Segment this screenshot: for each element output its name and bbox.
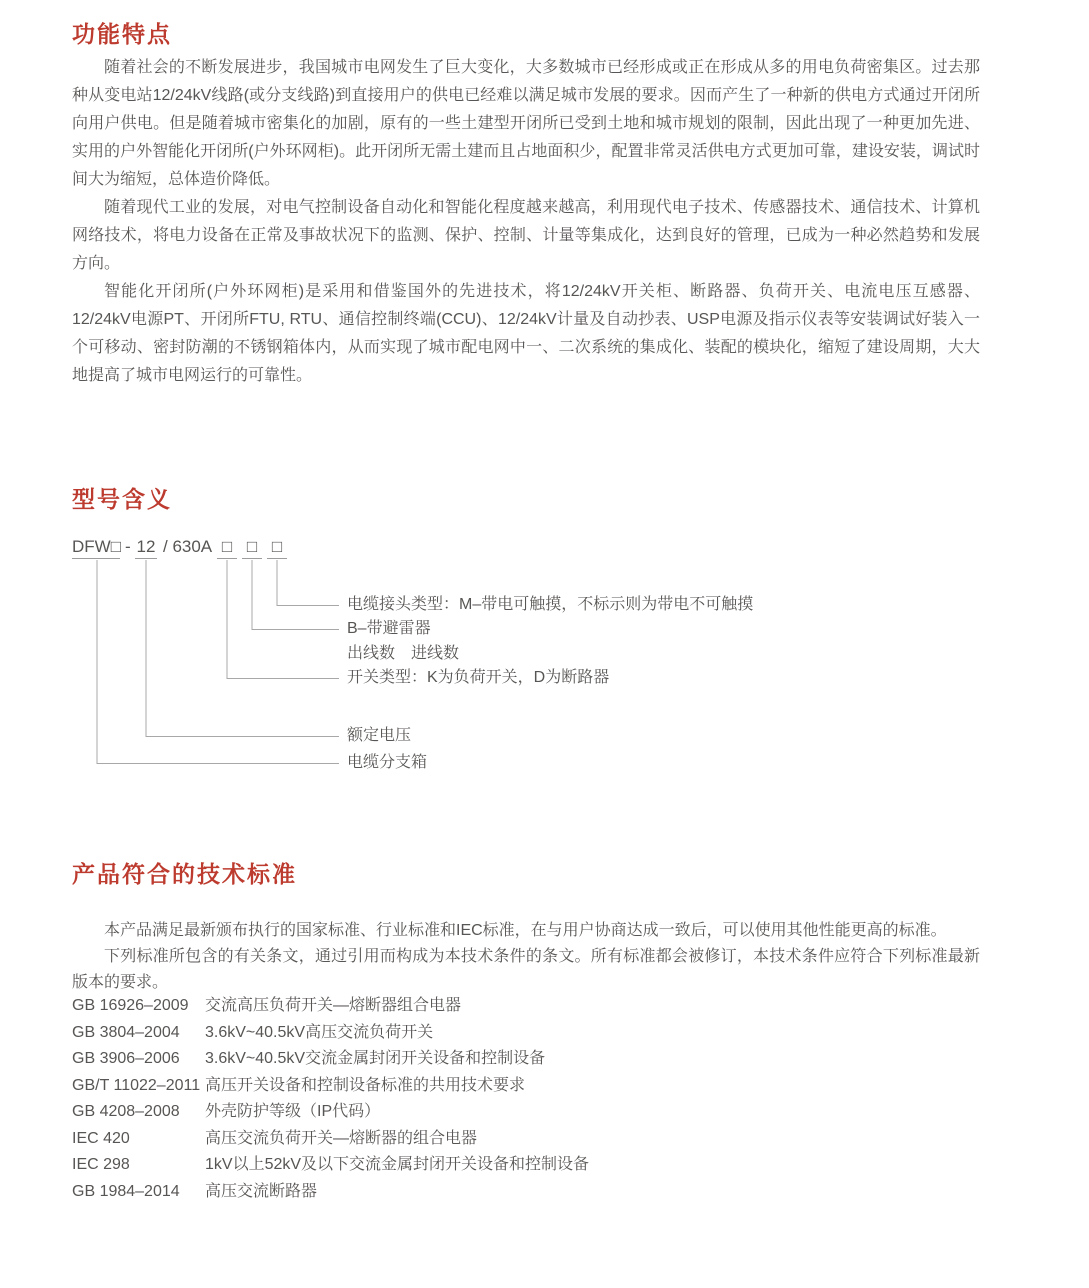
features-heading: 功能特点 <box>72 21 172 47</box>
connector-arrester <box>252 560 339 630</box>
features-paragraph-3: 智能化开闭所(户外环网柜)是采用和借鉴国外的先进技术，将12/24kV开关柜、断路器、负荷开关、电流电压互感器、12/24kV电源PT、开闭所FTU, RTU、通信控制终端(CCU)、12/24kV计量及自动抄表、USP电源及指示仪表等安装调试好装入一个可移动、密封防潮的不锈钢箱体内，从而实现了城市配电网中一、二次系统的集成化、装配的模块化，缩短了建设周期，大大地提高了城市电网运行的可靠性。 <box>72 283 980 384</box>
model-code-dash: - <box>125 537 131 556</box>
connector-cable-head <box>277 560 339 606</box>
standard-code: GB 4208–2008 <box>72 1103 180 1120</box>
connector-rated-voltage <box>146 560 339 737</box>
model-label-line-counts: 出线数 进线数 <box>347 645 460 662</box>
standards-heading: 产品符合的技术标准 <box>72 861 297 887</box>
standard-desc: 高压交流负荷开关—熔断器的组合电器 <box>205 1129 478 1147</box>
model-label-cable-branch-box: 电缆分支箱 <box>347 754 428 771</box>
standard-code: GB 1984–2014 <box>72 1182 180 1200</box>
standard-desc: 高压开关设备和控制设备标准的共用技术要求 <box>205 1076 526 1094</box>
standards-paragraph-1: 本产品满足最新颁布执行的国家标准、行业标准和IEC标准，在与用户协商达成一致后，可以使用其他性能更高的标准。 <box>104 922 947 939</box>
model-code-voltage: 12 <box>135 537 157 559</box>
standard-desc: 高压交流断路器 <box>205 1182 318 1200</box>
model-label-cable-head-type: 电缆接头类型：M–带电可触摸，不标示则为带电不可触摸 <box>347 596 754 613</box>
model-label-switch-type: 开关类型：K为负荷开关，D为断路器 <box>347 669 610 686</box>
standard-code: GB/T 11022–2011 <box>72 1076 201 1094</box>
features-paragraphs <box>72 54 980 390</box>
model-label-rated-voltage: 额定电压 <box>347 727 412 744</box>
model-code-box-3: □ <box>267 537 287 559</box>
standards-paragraph-2: 下列标准所包含的有关条文，通过引用而构成为本技术条件的条文。所有标准都会被修订，本技术条件应符合下列标准最新版本的要求。 <box>72 948 980 991</box>
model-code-prefix: DFW□ <box>72 537 120 559</box>
model-code-current: / 630A <box>163 537 213 556</box>
standards-paragraphs <box>72 918 980 996</box>
connector-switch-type <box>227 560 339 679</box>
model-code-box-1: □ <box>217 537 237 559</box>
standards-table <box>72 993 980 1205</box>
features-paragraph-1: 随着社会的不断发展进步，我国城市电网发生了巨大变化，大多数城市已经形成或正在形成从多的用电负荷密集区。过去那种从变电站12/24kV线路(或分支线路)到直接用户的供电已经难以满足城市发展的要求。因而产生了一种新的供电方式通过开闭所向用户供电。但是随着城市密集化的加剧，原有的一些土建型开闭所已受到土地和城市规划的限制，因此出现了一种更加先进、实用的户外智能化开闭所(户外环网柜)。此开闭所无需土建而且占地面积少，配置非常灵活供电方式更加可靠，建设安装，调试时间大为缩短，总体造价降低。 <box>72 59 980 188</box>
connector-cable-branch-box <box>97 560 339 764</box>
standard-desc: 1kV以上52kV及以下交流金属封闭开关设备和控制设备 <box>205 1156 590 1173</box>
standard-desc: 交流高压负荷开关—熔断器组合电器 <box>205 997 462 1014</box>
standard-desc: 3.6kV~40.5kV交流金属封闭开关设备和控制设备 <box>205 1050 546 1067</box>
standard-desc: 3.6kV~40.5kV高压交流负荷开关 <box>205 1023 434 1041</box>
standard-code: GB 3804–2004 <box>72 1023 180 1041</box>
features-paragraph-2: 随着现代工业的发展，对电气控制设备自动化和智能化程度越来越高，利用现代电子技术、传感器技术、通信技术、计算机网络技术，将电力设备在正常及事故状况下的监测、保护、控制、计量等集成化，达到良好的管理，已成为一种必然趋势和发展方向。 <box>72 199 980 272</box>
standard-desc: 外壳防护等级（IP代码） <box>205 1103 381 1120</box>
standard-code: GB 3906–2006 <box>72 1050 180 1067</box>
model-heading: 型号含义 <box>72 486 172 512</box>
standard-code: IEC 420 <box>72 1129 130 1147</box>
standard-code: IEC 298 <box>72 1156 130 1173</box>
model-label-arrester: B–带避雷器 <box>347 620 431 637</box>
standard-code: GB 16926–2009 <box>72 997 189 1014</box>
model-code-box-2: □ <box>242 537 262 559</box>
